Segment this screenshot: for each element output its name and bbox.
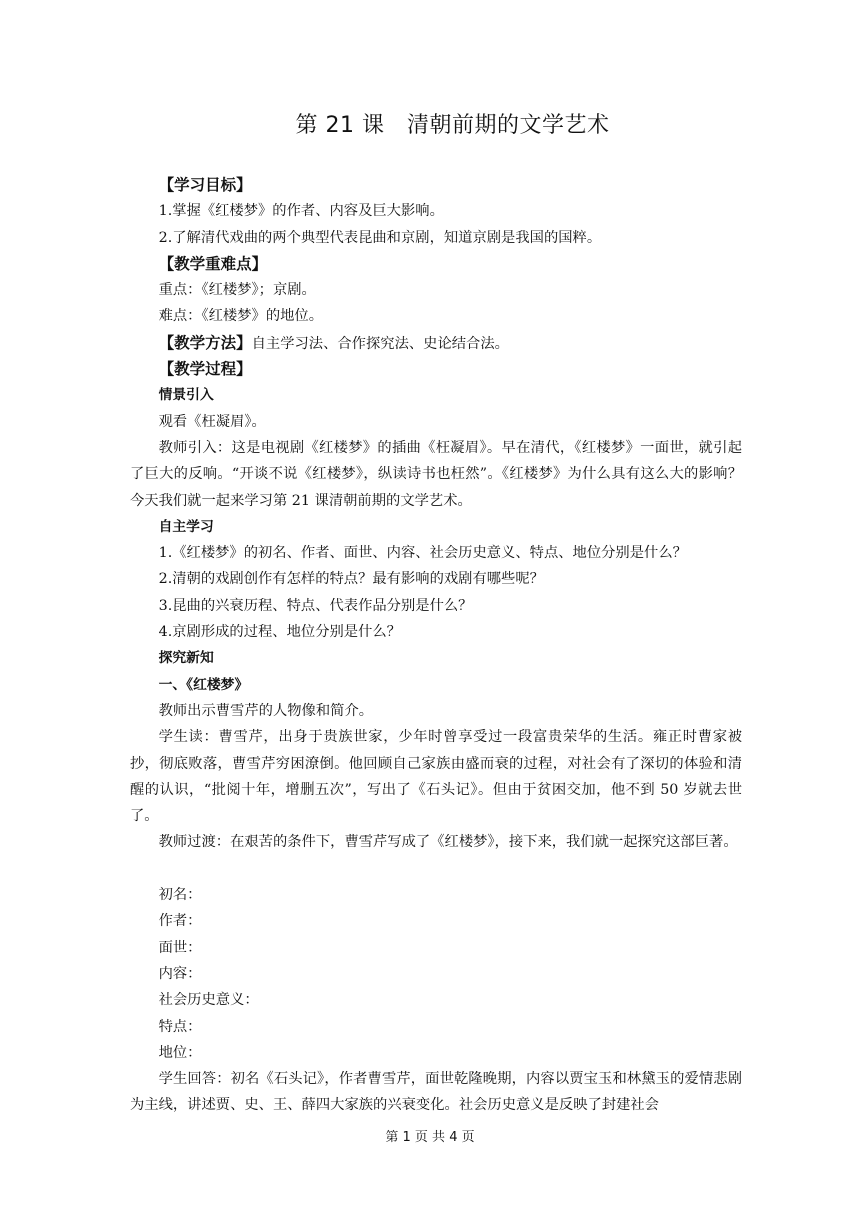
method-text: 自主学习法、合作探究法、史论结合法。 xyxy=(251,335,509,352)
intro-paragraph: 教师引入：这是电视剧《红楼梦》的插曲《枉凝眉》。早在清代，《红楼梦》一面世，就引起了巨大的反响。“开谈不说《红楼梦》，纵读诗书也枉然”。《红楼梦》为什么具有这么大的影响？今天我们就一起来学习第 21 课清朝前期的文学艺术。 xyxy=(130,439,742,509)
objective-item: 1.掌握《红楼梦》的作者、内容及巨大影响。 xyxy=(158,203,444,220)
lesson-title: 第 21 课 清朝前期的文学艺术 xyxy=(295,113,610,138)
student-read-paragraph: 学生读：曹雪芹，出身于贵族世家，少年时曾享受过一段富贵荣华的生活。雍正时曹家被抄，彻底败落，曹雪芹穷困潦倒。他回顾自己家族由盛而衰的过程，对社会有了深切的体验和清醒的认识，“批阅十年，增删五次”，写出了《石头记》。但由于贫困交加，他不到 50 岁就去世了。 xyxy=(130,729,742,825)
teacher-show-line: 教师出示曹雪芹的人物像和简介。 xyxy=(158,702,374,719)
field-label: 社会历史意义： xyxy=(158,992,259,1009)
self-study-question: 4.京剧形成的过程、地位分别是什么？ xyxy=(158,624,401,641)
lesson-body xyxy=(130,172,742,1119)
objectives-heading: 【学习目标】 xyxy=(158,176,252,194)
page-footer: 第 1 页 共 4 页 xyxy=(385,1130,475,1145)
field-label: 特点： xyxy=(158,1018,202,1035)
process-heading: 【教学过程】 xyxy=(158,360,252,379)
student-answer-paragraph: 学生回答：初名《石头记》，作者曹雪芹，面世乾隆晚期，内容以贾宝玉和林黛玉的爱情悲剧为主线，讲述贾、史、王、薛四大家族的兴衰变化。社会历史意义是反映了封建社会 xyxy=(130,1071,742,1114)
key-points-heading: 【教学重难点】 xyxy=(158,254,268,273)
method-heading: 【教学方法】 xyxy=(158,333,252,352)
field-label: 初名： xyxy=(158,887,202,904)
field-label: 作者： xyxy=(158,913,202,930)
intro-heading: 情景引入 xyxy=(158,387,214,404)
method-line xyxy=(130,330,742,356)
field-label: 面世： xyxy=(158,939,202,956)
difficult-point: 难点：《红楼梦》的地位。 xyxy=(158,308,324,325)
self-study-question: 1.《红楼梦》的初名、作者、面世、内容、社会历史意义、特点、地位分别是什么？ xyxy=(158,545,687,562)
explore-heading: 探究新知 xyxy=(158,650,214,667)
self-study-question: 2.清朝的戏剧创作有怎样的特点？最有影响的戏剧有哪些呢？ xyxy=(158,571,544,588)
field-label: 内容： xyxy=(158,965,202,982)
part1-heading: 一、《红楼梦》 xyxy=(158,676,249,693)
field-label: 地位： xyxy=(158,1044,202,1061)
key-point: 重点：《红楼梦》；京剧。 xyxy=(158,282,316,299)
intro-line: 观看《枉凝眉》。 xyxy=(158,413,266,430)
objective-item: 2.了解清代戏曲的两个典型代表昆曲和京剧，知道京剧是我国的国粹。 xyxy=(158,229,602,246)
teacher-transition-paragraph: 教师过渡：在艰苦的条件下，曹雪芹写成了《红楼梦》，接下来，我们就一起探究这部巨著。 xyxy=(158,834,738,851)
self-study-question: 3.昆曲的兴衰历程、特点、代表作品分别是什么？ xyxy=(158,597,473,614)
self-study-heading: 自主学习 xyxy=(158,518,214,535)
